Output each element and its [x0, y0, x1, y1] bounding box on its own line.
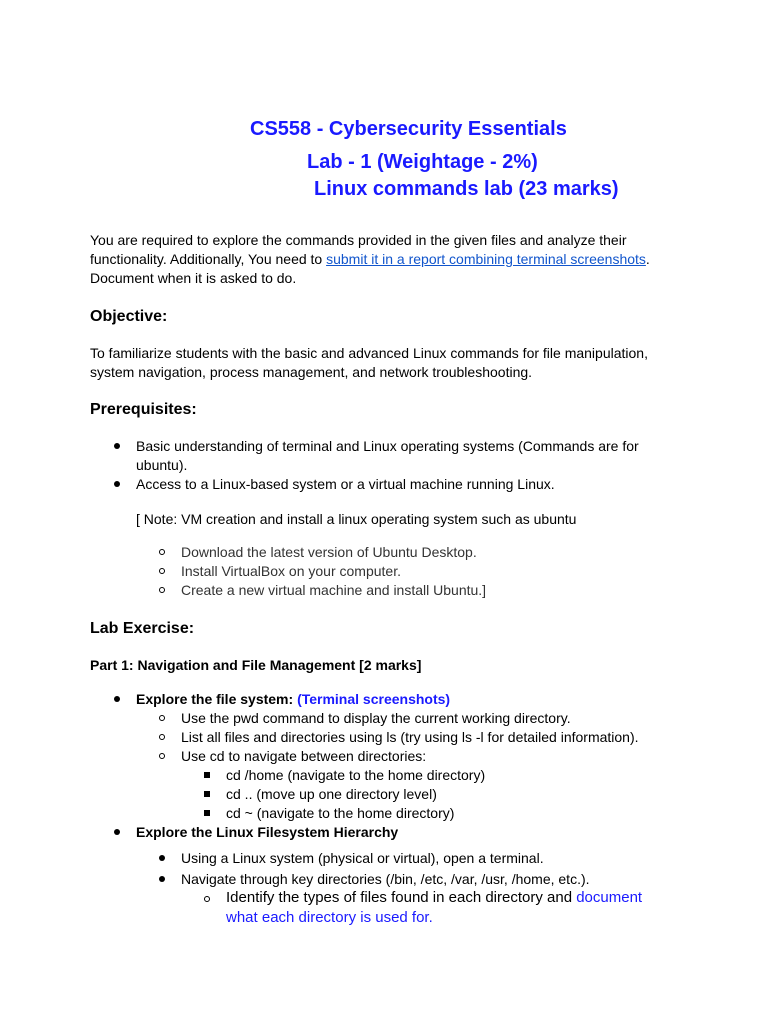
bullet-circle-icon: [159, 568, 165, 574]
cd-item-3: cd ~ (navigate to the home directory): [226, 805, 455, 821]
course-title: CS558 - Cybersecurity Essentials: [250, 118, 567, 140]
objective-line-2: system navigation, process management, and network troubleshooting.: [90, 364, 533, 380]
prereq-item-1-line-2: ubuntu).: [136, 457, 188, 473]
hierarchy-item-3-text: Identify the types of files found in each directory and: [226, 889, 577, 906]
bullet-circle-icon: [204, 896, 210, 902]
explore-label: Explore the file system:: [136, 691, 298, 707]
prereq-item-2: Access to a Linux-based system or a virtual machine running Linux.: [136, 476, 555, 492]
explore-item-3: Use cd to navigate between directories:: [181, 748, 427, 764]
prereq-sub-2: Install VirtualBox on your computer.: [181, 563, 401, 579]
explore-note: (Terminal screenshots): [297, 691, 451, 707]
hierarchy-item-3-document: document: [576, 889, 643, 906]
lab-title: Lab - 1 (Weightage - 2%): [307, 151, 538, 173]
intro-line-3: Document when it is asked to do.: [90, 270, 297, 286]
intro-period: .: [645, 251, 650, 267]
intro-line-1: You are required to explore the commands provided in the given files and analyze their: [90, 232, 627, 248]
intro-line-2: [90, 250, 650, 269]
hierarchy-item-1: Using a Linux system (physical or virtual), open a terminal.: [181, 850, 544, 866]
bullet-circle-icon: [159, 587, 165, 593]
bullet-circle-icon: [159, 734, 165, 740]
intro-text: functionality. Additionally, You need to: [90, 251, 327, 267]
hierarchy-item-3-line-2: what each directory is used for.: [226, 909, 433, 926]
bullet-dot-icon: [114, 443, 120, 449]
cd-item-2: cd .. (move up one directory level): [226, 786, 437, 802]
explore-item-2: List all files and directories using ls (try using ls -l for detailed information).: [181, 729, 639, 745]
hierarchy-item-3-line-1: [226, 888, 642, 908]
bullet-circle-icon: [159, 549, 165, 555]
lab-subtitle: Linux commands lab (23 marks): [314, 178, 619, 200]
explore-file-system: [136, 690, 450, 709]
prereq-sub-1: Download the latest version of Ubuntu Desktop.: [181, 544, 477, 560]
bullet-dot-icon: [114, 481, 120, 487]
part1-heading: Part 1: Navigation and File Management [2 marks]: [90, 657, 422, 673]
bullet-square-icon: [204, 810, 210, 816]
hierarchy-heading: Explore the Linux Filesystem Hierarchy: [136, 824, 399, 840]
objective-heading: Objective:: [90, 308, 168, 325]
bullet-dot-icon: [159, 876, 165, 882]
bullet-dot-icon: [114, 696, 120, 702]
bullet-square-icon: [204, 791, 210, 797]
hierarchy-item-2: Navigate through key directories (/bin, /etc, /var, /usr, /home, etc.).: [181, 871, 590, 887]
bullet-square-icon: [204, 772, 210, 778]
bullet-circle-icon: [159, 753, 165, 759]
bullet-circle-icon: [159, 715, 165, 721]
report-link[interactable]: submit it in a report combining terminal screenshots: [326, 251, 646, 267]
prereq-item-1-line-1: Basic understanding of terminal and Linux operating systems (Commands are for: [136, 438, 639, 454]
bullet-dot-icon: [114, 829, 120, 835]
objective-line-1: To familiarize students with the basic and advanced Linux commands for file manipulation,: [90, 345, 648, 361]
bullet-dot-icon: [159, 855, 165, 861]
explore-item-1: Use the pwd command to display the current working directory.: [181, 710, 571, 726]
prereq-note: [ Note: VM creation and install a linux operating system such as ubuntu: [136, 511, 577, 527]
prerequisites-heading: Prerequisites:: [90, 401, 197, 418]
lab-exercise-heading: Lab Exercise:: [90, 620, 195, 637]
prereq-sub-3: Create a new virtual machine and install Ubuntu.]: [181, 582, 487, 598]
cd-item-1: cd /home (navigate to the home directory): [226, 767, 486, 783]
